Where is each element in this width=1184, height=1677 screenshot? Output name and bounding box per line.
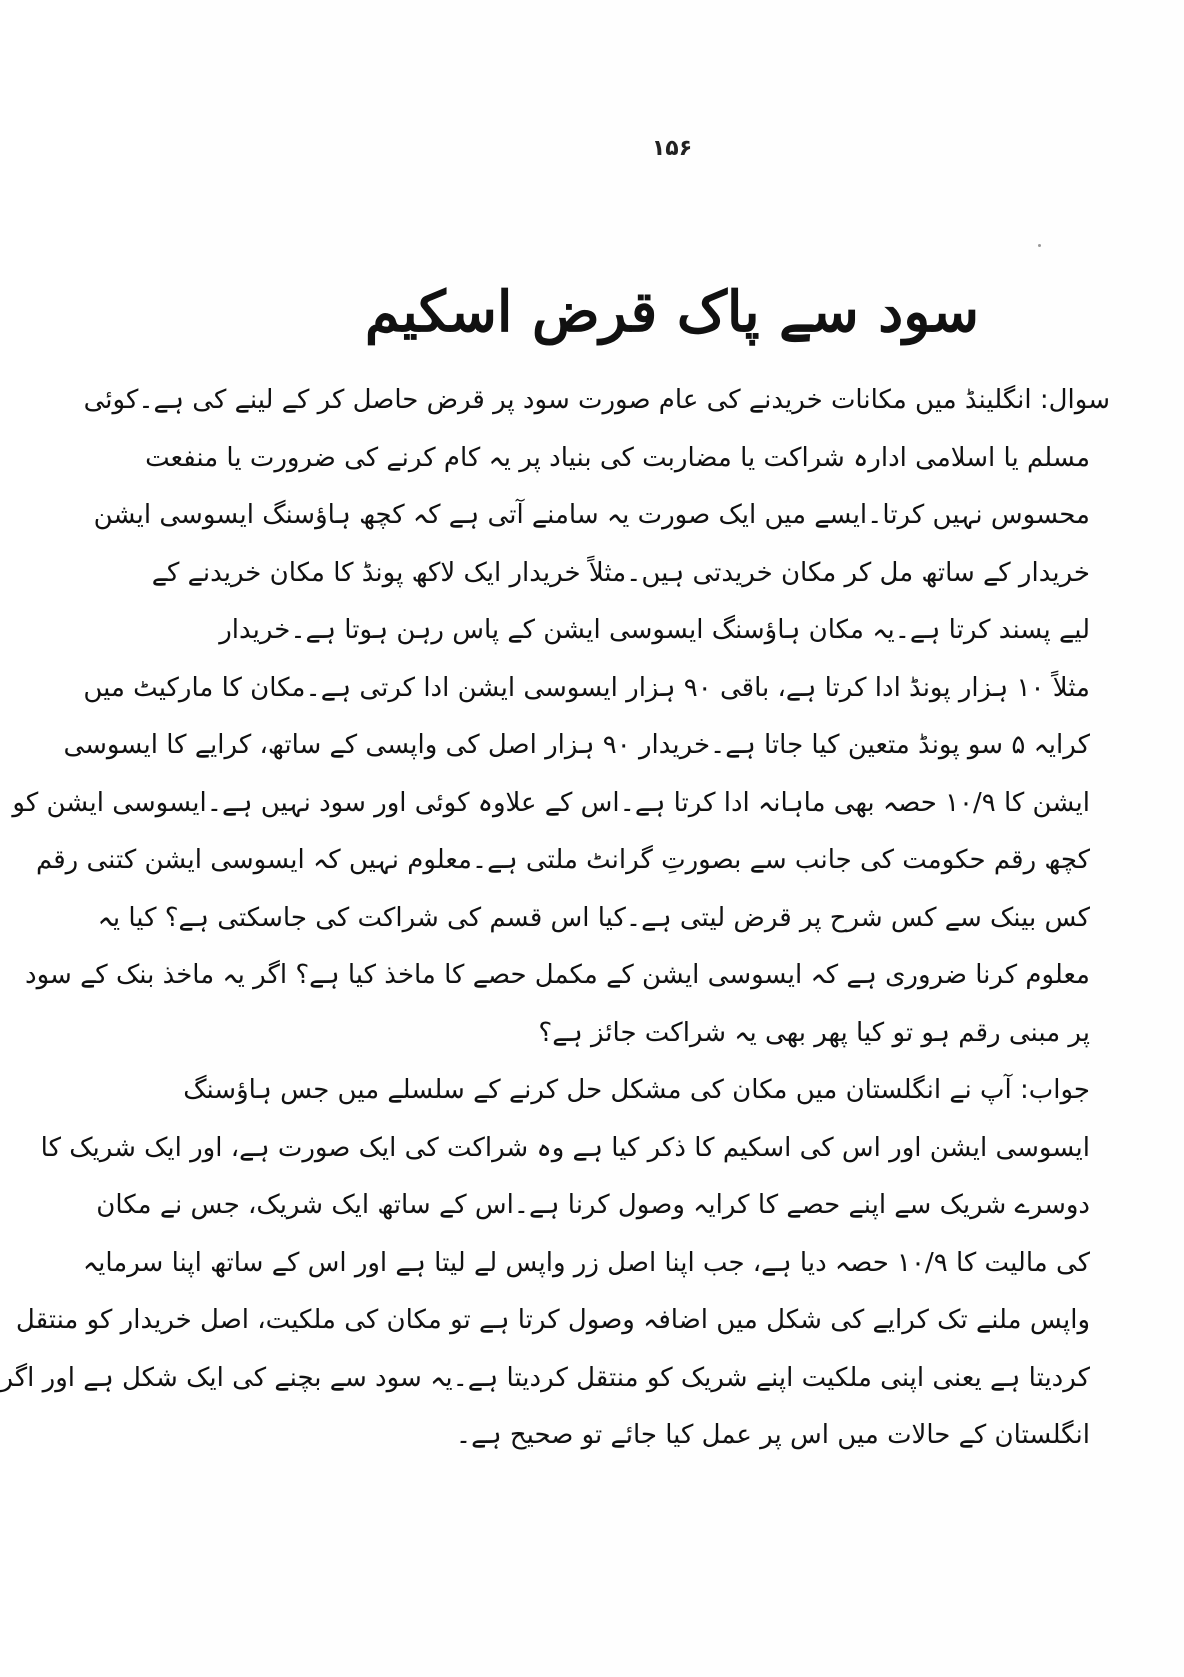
answer-line: ایسوسی ایشن اور اس کی اسکیم کا ذکر کیا ہے وہ شراکت کی ایک صورت ہے، اور ایک شریک کا bbox=[40, 1132, 1090, 1163]
question-paragraph bbox=[12, 372, 1110, 1062]
body-text bbox=[0, 372, 1110, 1465]
question-line: مسلم یا اسلامی ادارہ شراکت یا مضاربت کی بنیاد پر یہ کام کرنے کی ضرورت یا منفعت bbox=[145, 442, 1090, 473]
answer-line: واپس ملنے تک کرایے کی شکل میں اضافہ وصول کرتا ہے تو مکان کی ملکیت، اصل خریدار کو منتقل bbox=[15, 1305, 1090, 1335]
answer-paragraph bbox=[0, 1062, 1090, 1465]
question-line: خریدار کے ساتھ مل کر مکان خریدتی ہیں۔مثلاً خریدار ایک لاکھ پونڈ کا مکان خریدنے کے bbox=[151, 557, 1090, 588]
answer-line: دوسرے شریک سے اپنے حصے کا کرایہ وصول کرنا ہے۔اس کے ساتھ ایک شریک، جس نے مکان bbox=[96, 1190, 1090, 1220]
question-line: محسوس نہیں کرتا۔ایسے میں ایک صورت یہ سامنے آتی ہے کہ کچھ ہاؤسنگ ایسوسی ایشن bbox=[93, 500, 1090, 530]
question-line: پر مبنی رقم ہو تو کیا پھر بھی یہ شراکت جائز ہے؟ bbox=[538, 1017, 1090, 1048]
question-line: کس بینک سے کس شرح پر قرض لیتی ہے۔کیا اس قسم کی شراکت کی جاسکتی ہے؟ کیا یہ bbox=[97, 902, 1090, 933]
page-title: سود سے پاک قرض اسکیم bbox=[364, 279, 980, 345]
page-number: ۱۵۶ bbox=[651, 136, 693, 161]
question-line: معلوم کرنا ضروری ہے کہ ایسوسی ایشن کے مکمل حصے کا ماخذ کیا ہے؟ اگر یہ ماخذ بنک کے سود bbox=[25, 960, 1090, 990]
question-line: لیے پسند کرتا ہے۔یہ مکان ہاؤسنگ ایسوسی ایشن کے پاس رہن ہوتا ہے۔خریدار bbox=[219, 615, 1090, 645]
speck-mark bbox=[1038, 244, 1041, 247]
question-line: کچھ رقم حکومت کی جانب سے بصورتِ گرانٹ ملتی ہے۔معلوم نہیں کہ ایسوسی ایشن کتنی رقم bbox=[35, 845, 1090, 875]
question-line: مثلاً ۱۰ ہزار پونڈ ادا کرتا ہے، باقی ۹۰ ہزار ایسوسی ایشن ادا کرتی ہے۔مکان کا مارکیٹ میں bbox=[83, 672, 1090, 703]
answer-line: جواب: آپ نے انگلستان میں مکان کی مشکل حل کرنے کے سلسلے میں جس ہاؤسنگ bbox=[183, 1075, 1090, 1105]
question-line: ایشن کا ۱۰/۹ حصہ بھی ماہانہ ادا کرتا ہے۔اس کے علاوہ کوئی اور سود نہیں ہے۔ایسوسی ایشن کو bbox=[12, 787, 1090, 818]
answer-line: انگلستان کے حالات میں اس پر عمل کیا جائے تو صحیح ہے۔ bbox=[455, 1420, 1090, 1450]
question-line: سوال: انگلینڈ میں مکانات خریدنے کی عام صورت سود پر قرض حاصل کر کے لینے کی ہے۔کوئی bbox=[83, 385, 1110, 415]
answer-line: کی مالیت کا ۱۰/۹ حصہ دیا ہے، جب اپنا اصل زر واپس لے لیتا ہے اور اس کے ساتھ اپنا سرمایہ bbox=[82, 1247, 1090, 1278]
answer-line: کردیتا ہے یعنی اپنی ملکیت اپنے شریک کو منتقل کردیتا ہے۔یہ سود سے بچنے کی ایک شکل ہے اور اگر bbox=[0, 1362, 1090, 1393]
question-line: کرایہ ۵ سو پونڈ متعین کیا جاتا ہے۔خریدار ۹۰ ہزار اصل کی واپسی کے ساتھ، کرایے کا ایسوسی bbox=[63, 730, 1090, 760]
